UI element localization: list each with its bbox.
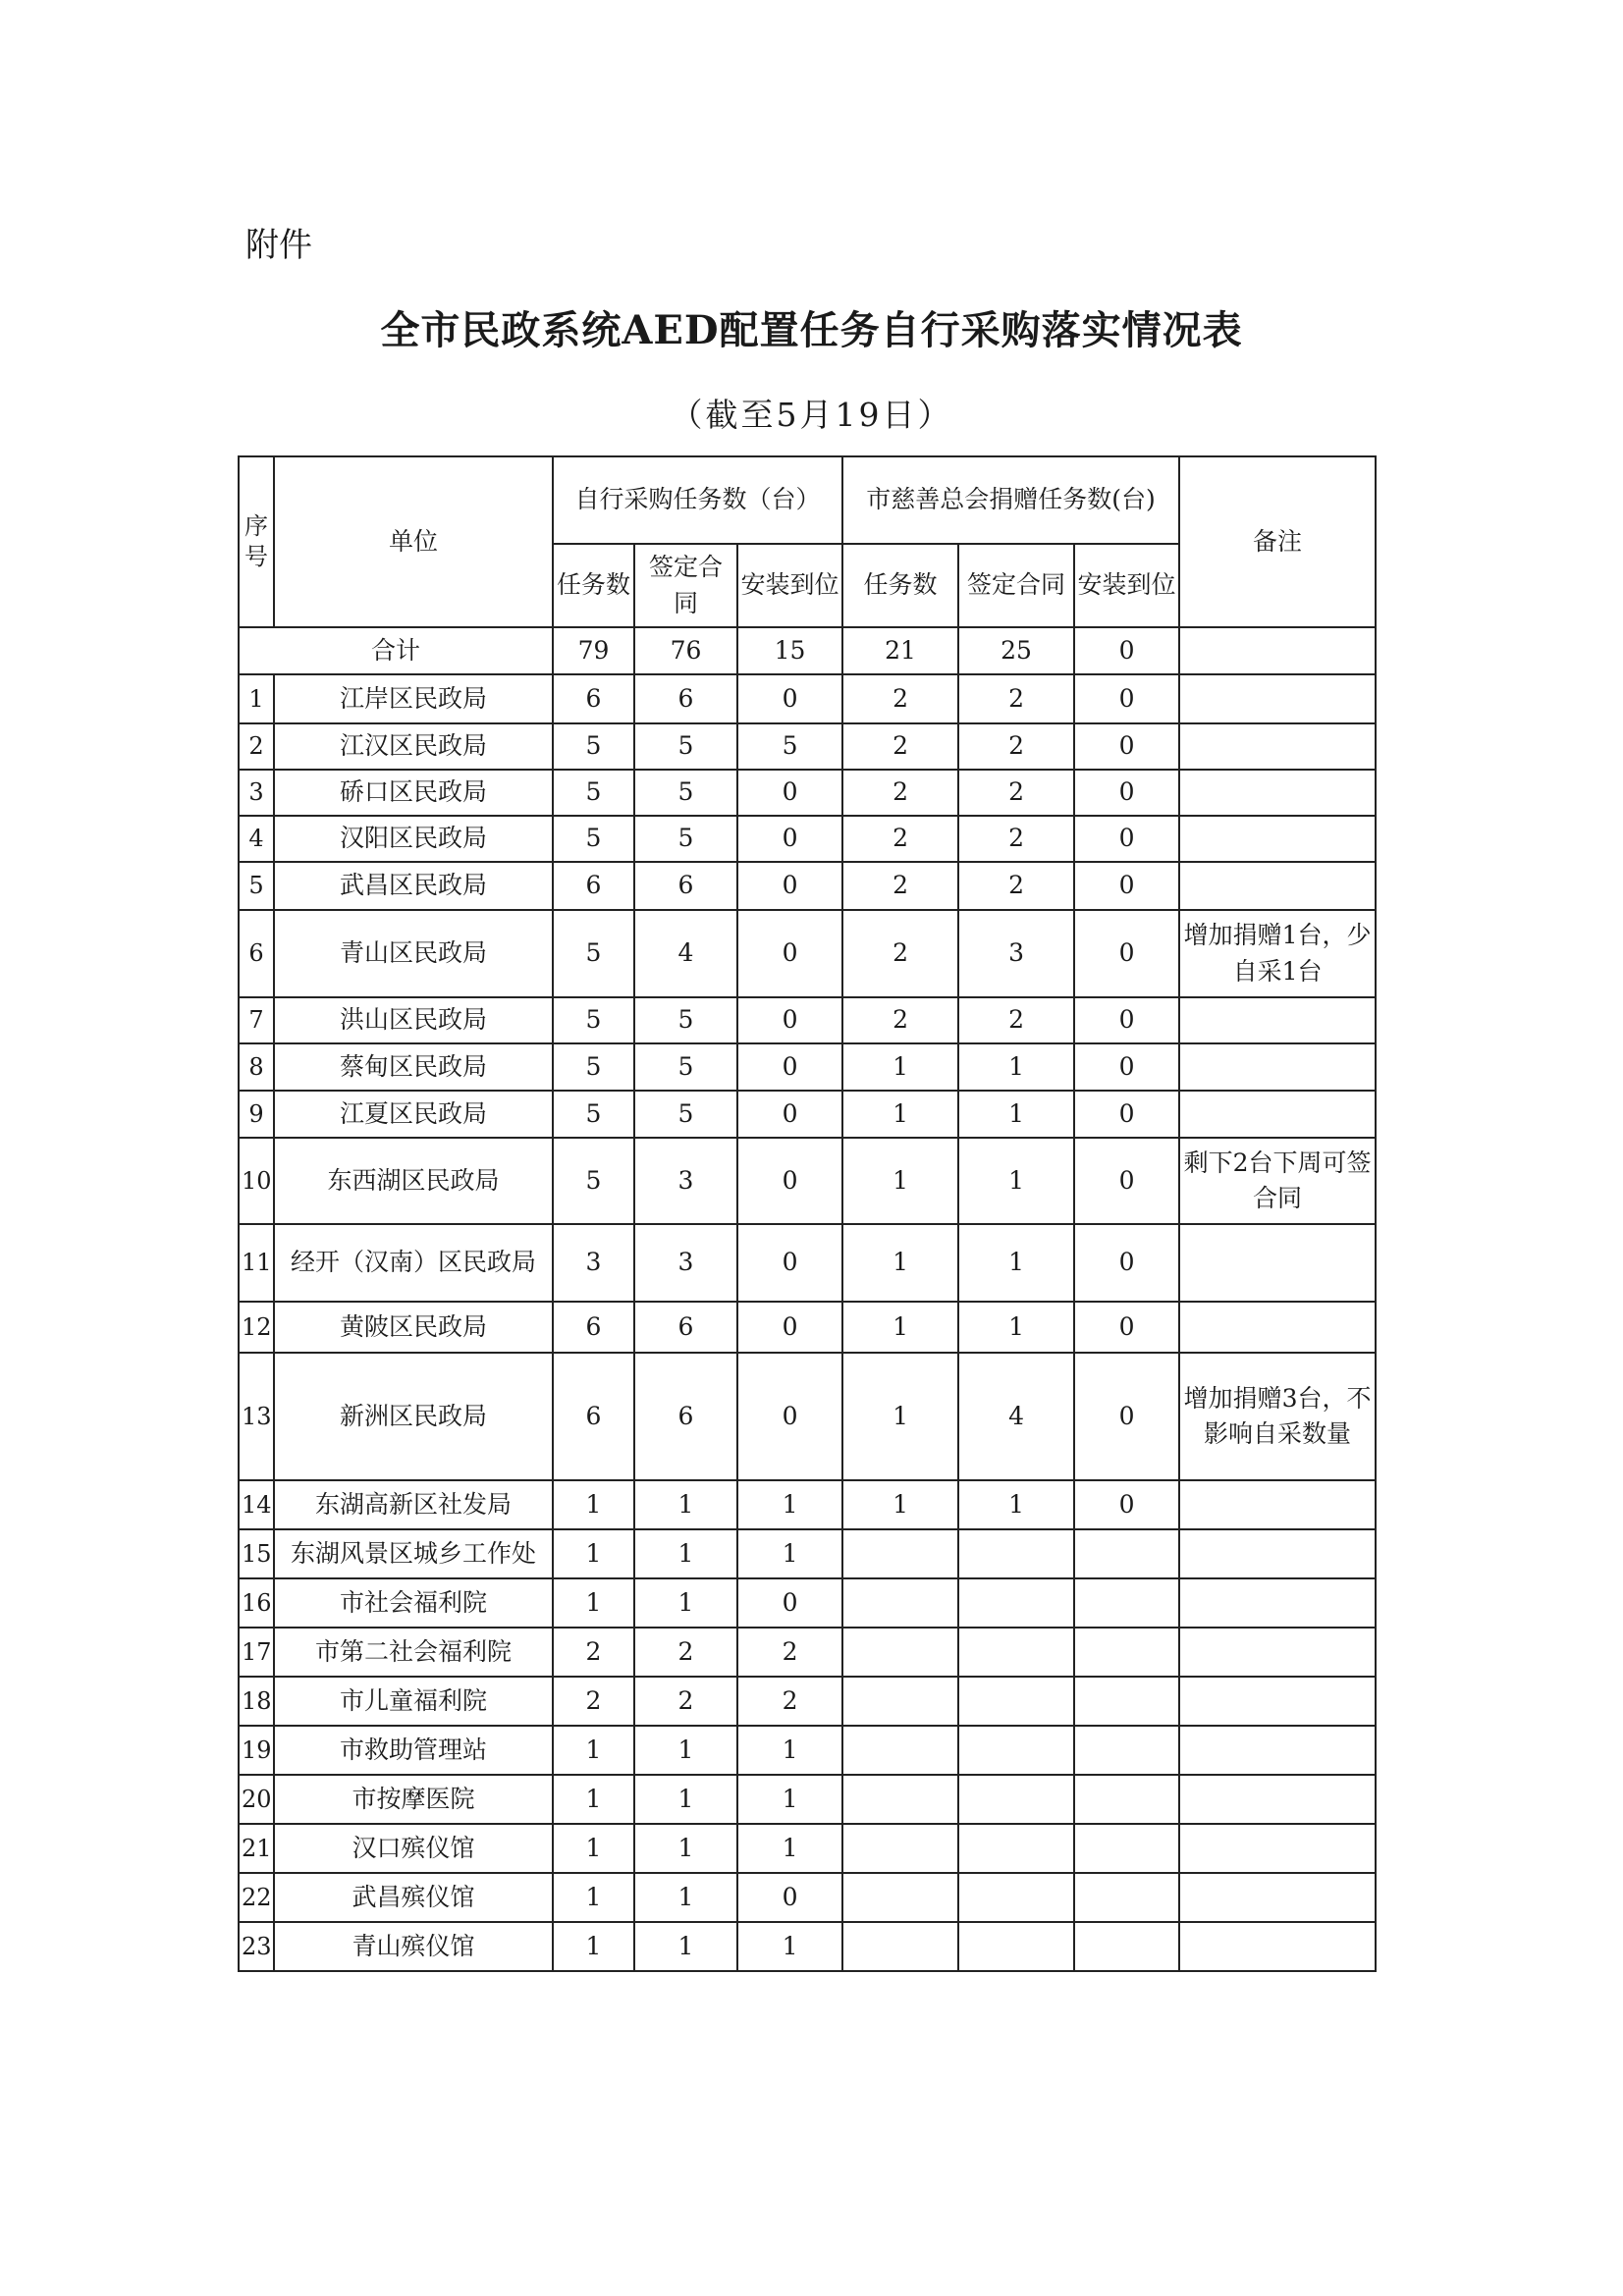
- cell-self-task: 2: [553, 1628, 634, 1677]
- cell-unit: 东湖风景区城乡工作处: [274, 1529, 553, 1578]
- cell-idx: 3: [239, 770, 274, 816]
- cell-unit: 江汉区民政局: [274, 723, 553, 770]
- cell-charity-installed: 0: [1074, 1091, 1179, 1138]
- cell-note: [1179, 862, 1376, 910]
- cell-charity-task: 1: [842, 1138, 958, 1224]
- cell-charity-signed: 1: [958, 1138, 1074, 1224]
- cell-self-installed: 0: [737, 997, 842, 1043]
- cell-charity-signed: [958, 1726, 1074, 1775]
- total-label: 合计: [239, 627, 553, 674]
- attachment-label: 附件: [245, 226, 312, 265]
- header-seq: 序号: [239, 456, 274, 627]
- cell-charity-task: [842, 1824, 958, 1873]
- total-charity-installed: 0: [1074, 627, 1179, 674]
- cell-self-task: 3: [553, 1224, 634, 1302]
- cell-unit: 青山殡仪馆: [274, 1922, 553, 1971]
- cell-self-task: 6: [553, 862, 634, 910]
- cell-charity-task: 1: [842, 1043, 958, 1091]
- cell-note: 剩下2台下周可签合同: [1179, 1138, 1376, 1224]
- cell-idx: 14: [239, 1480, 274, 1529]
- cell-unit: 市社会福利院: [274, 1578, 553, 1628]
- cell-self-signed: 1: [634, 1873, 737, 1922]
- table-row: [239, 1529, 1376, 1578]
- cell-self-installed: 0: [737, 910, 842, 997]
- cell-charity-installed: [1074, 1529, 1179, 1578]
- cell-note: [1179, 1922, 1376, 1971]
- cell-self-signed: 1: [634, 1578, 737, 1628]
- table-row: [239, 1873, 1376, 1922]
- cell-charity-signed: 1: [958, 1480, 1074, 1529]
- cell-charity-installed: 0: [1074, 997, 1179, 1043]
- document-subtitle: （截至5月19日）: [670, 396, 953, 434]
- cell-charity-task: 2: [842, 674, 958, 723]
- cell-self-signed: 1: [634, 1480, 737, 1529]
- header-charity-task: 任务数: [842, 544, 958, 627]
- cell-self-installed: 0: [737, 1353, 842, 1480]
- cell-note: [1179, 1529, 1376, 1578]
- cell-charity-signed: [958, 1873, 1074, 1922]
- cell-charity-signed: 1: [958, 1302, 1074, 1353]
- cell-charity-installed: 0: [1074, 1043, 1179, 1091]
- cell-self-task: 5: [553, 1091, 634, 1138]
- cell-charity-signed: [958, 1775, 1074, 1824]
- cell-self-installed: 2: [737, 1628, 842, 1677]
- total-charity-task: 21: [842, 627, 958, 674]
- cell-note: [1179, 723, 1376, 770]
- cell-charity-signed: 4: [958, 1353, 1074, 1480]
- table-row: [239, 997, 1376, 1043]
- cell-unit: 市第二社会福利院: [274, 1628, 553, 1677]
- cell-self-task: 1: [553, 1480, 634, 1529]
- cell-self-task: 1: [553, 1578, 634, 1628]
- cell-unit: 汉口殡仪馆: [274, 1824, 553, 1873]
- header-self-installed: 安装到位: [737, 544, 842, 627]
- cell-idx: 4: [239, 816, 274, 862]
- cell-self-installed: 1: [737, 1480, 842, 1529]
- cell-note: [1179, 674, 1376, 723]
- cell-charity-installed: [1074, 1628, 1179, 1677]
- cell-self-signed: 5: [634, 770, 737, 816]
- cell-charity-task: 1: [842, 1302, 958, 1353]
- cell-unit: 江夏区民政局: [274, 1091, 553, 1138]
- cell-charity-installed: 0: [1074, 1302, 1179, 1353]
- cell-charity-task: [842, 1578, 958, 1628]
- cell-unit: 蔡甸区民政局: [274, 1043, 553, 1091]
- cell-charity-installed: [1074, 1824, 1179, 1873]
- cell-charity-installed: [1074, 1775, 1179, 1824]
- cell-charity-signed: 1: [958, 1043, 1074, 1091]
- cell-charity-signed: 2: [958, 997, 1074, 1043]
- cell-idx: 10: [239, 1138, 274, 1224]
- cell-self-task: 1: [553, 1529, 634, 1578]
- total-note: [1179, 627, 1376, 674]
- table-row: [239, 770, 1376, 816]
- cell-note: [1179, 1873, 1376, 1922]
- cell-self-signed: 2: [634, 1677, 737, 1726]
- cell-charity-task: [842, 1873, 958, 1922]
- table-row: [239, 1726, 1376, 1775]
- cell-charity-task: 2: [842, 816, 958, 862]
- cell-unit: 经开（汉南）区民政局: [274, 1224, 553, 1302]
- header-charity-signed: 签定合同: [958, 544, 1074, 627]
- cell-charity-signed: 2: [958, 723, 1074, 770]
- cell-charity-task: 1: [842, 1091, 958, 1138]
- table-row: [239, 1628, 1376, 1677]
- header-row-1: [239, 456, 1376, 544]
- cell-charity-signed: [958, 1824, 1074, 1873]
- cell-charity-signed: [958, 1578, 1074, 1628]
- table-row: [239, 1224, 1376, 1302]
- table-row: [239, 1922, 1376, 1971]
- cell-idx: 12: [239, 1302, 274, 1353]
- table-row: [239, 816, 1376, 862]
- cell-unit: 新洲区民政局: [274, 1353, 553, 1480]
- header-note: 备注: [1179, 456, 1376, 627]
- cell-self-task: 1: [553, 1922, 634, 1971]
- cell-unit: 市救助管理站: [274, 1726, 553, 1775]
- cell-charity-task: 1: [842, 1224, 958, 1302]
- cell-idx: 8: [239, 1043, 274, 1091]
- cell-charity-installed: 0: [1074, 723, 1179, 770]
- cell-unit: 东西湖区民政局: [274, 1138, 553, 1224]
- cell-self-task: 5: [553, 1138, 634, 1224]
- table-row: [239, 1578, 1376, 1628]
- total-charity-signed: 25: [958, 627, 1074, 674]
- cell-self-installed: 0: [737, 816, 842, 862]
- cell-self-installed: 0: [737, 674, 842, 723]
- cell-self-task: 5: [553, 910, 634, 997]
- cell-self-signed: 1: [634, 1726, 737, 1775]
- cell-self-installed: 0: [737, 1043, 842, 1091]
- cell-self-installed: 0: [737, 1578, 842, 1628]
- cell-unit: 硚口区民政局: [274, 770, 553, 816]
- cell-note: [1179, 1726, 1376, 1775]
- cell-self-task: 1: [553, 1726, 634, 1775]
- document-title: 全市民政系统AED配置任务自行采购落实情况表: [380, 307, 1243, 353]
- cell-self-signed: 5: [634, 1043, 737, 1091]
- cell-self-task: 1: [553, 1824, 634, 1873]
- cell-self-signed: 5: [634, 997, 737, 1043]
- cell-self-installed: 0: [737, 770, 842, 816]
- cell-idx: 19: [239, 1726, 274, 1775]
- cell-note: [1179, 1043, 1376, 1091]
- cell-note: [1179, 816, 1376, 862]
- cell-idx: 22: [239, 1873, 274, 1922]
- cell-self-signed: 1: [634, 1775, 737, 1824]
- cell-charity-task: 1: [842, 1353, 958, 1480]
- cell-self-installed: 0: [737, 1091, 842, 1138]
- cell-note: [1179, 1091, 1376, 1138]
- table-row: [239, 1043, 1376, 1091]
- table-row: [239, 1677, 1376, 1726]
- cell-self-installed: 0: [737, 1302, 842, 1353]
- cell-idx: 9: [239, 1091, 274, 1138]
- cell-charity-signed: 2: [958, 674, 1074, 723]
- cell-self-signed: 2: [634, 1628, 737, 1677]
- cell-self-installed: 1: [737, 1824, 842, 1873]
- cell-idx: 16: [239, 1578, 274, 1628]
- cell-self-signed: 1: [634, 1824, 737, 1873]
- cell-self-signed: 3: [634, 1224, 737, 1302]
- cell-unit: 洪山区民政局: [274, 997, 553, 1043]
- cell-self-installed: 0: [737, 1138, 842, 1224]
- cell-self-signed: 5: [634, 816, 737, 862]
- cell-note: [1179, 1677, 1376, 1726]
- header-charity-group: 市慈善总会捐赠任务数(台): [842, 456, 1179, 544]
- cell-self-signed: 6: [634, 1302, 737, 1353]
- cell-unit: 东湖高新区社发局: [274, 1480, 553, 1529]
- cell-idx: 20: [239, 1775, 274, 1824]
- cell-self-task: 6: [553, 1302, 634, 1353]
- cell-charity-task: [842, 1922, 958, 1971]
- header-unit: 单位: [274, 456, 553, 627]
- table-row: [239, 1480, 1376, 1529]
- cell-note: [1179, 1302, 1376, 1353]
- cell-charity-installed: 0: [1074, 770, 1179, 816]
- cell-idx: 11: [239, 1224, 274, 1302]
- cell-idx: 7: [239, 997, 274, 1043]
- cell-self-installed: 1: [737, 1775, 842, 1824]
- cell-charity-installed: 0: [1074, 1224, 1179, 1302]
- cell-charity-task: 2: [842, 862, 958, 910]
- cell-self-signed: 6: [634, 1353, 737, 1480]
- cell-self-installed: 0: [737, 1224, 842, 1302]
- cell-note: [1179, 1824, 1376, 1873]
- aed-table: [238, 455, 1377, 1972]
- cell-self-installed: 5: [737, 723, 842, 770]
- cell-self-signed: 5: [634, 1091, 737, 1138]
- cell-charity-task: [842, 1726, 958, 1775]
- cell-self-task: 2: [553, 1677, 634, 1726]
- cell-charity-task: [842, 1628, 958, 1677]
- table-row: [239, 723, 1376, 770]
- cell-charity-signed: [958, 1628, 1074, 1677]
- cell-charity-signed: [958, 1922, 1074, 1971]
- cell-charity-signed: [958, 1529, 1074, 1578]
- cell-note: [1179, 1224, 1376, 1302]
- table-row: [239, 674, 1376, 723]
- cell-charity-task: 2: [842, 723, 958, 770]
- header-self-task: 任务数: [553, 544, 634, 627]
- cell-charity-task: 2: [842, 770, 958, 816]
- cell-charity-installed: 0: [1074, 1138, 1179, 1224]
- cell-unit: 汉阳区民政局: [274, 816, 553, 862]
- cell-charity-task: 2: [842, 910, 958, 997]
- cell-note: [1179, 997, 1376, 1043]
- cell-charity-installed: 0: [1074, 862, 1179, 910]
- cell-self-task: 5: [553, 997, 634, 1043]
- cell-note: [1179, 770, 1376, 816]
- cell-charity-task: [842, 1677, 958, 1726]
- cell-charity-signed: [958, 1677, 1074, 1726]
- cell-charity-installed: 0: [1074, 1353, 1179, 1480]
- cell-self-task: 1: [553, 1775, 634, 1824]
- cell-self-task: 5: [553, 1043, 634, 1091]
- cell-charity-signed: 1: [958, 1224, 1074, 1302]
- cell-unit: 武昌殡仪馆: [274, 1873, 553, 1922]
- cell-note: 增加捐赠1台，少自采1台: [1179, 910, 1376, 997]
- cell-self-task: 5: [553, 723, 634, 770]
- cell-self-installed: 1: [737, 1922, 842, 1971]
- cell-idx: 21: [239, 1824, 274, 1873]
- cell-idx: 17: [239, 1628, 274, 1677]
- table-row: [239, 1138, 1376, 1224]
- cell-self-task: 6: [553, 1353, 634, 1480]
- cell-self-installed: 1: [737, 1726, 842, 1775]
- cell-idx: 6: [239, 910, 274, 997]
- cell-idx: 5: [239, 862, 274, 910]
- cell-charity-signed: 2: [958, 770, 1074, 816]
- cell-charity-installed: 0: [1074, 674, 1179, 723]
- cell-self-installed: 2: [737, 1677, 842, 1726]
- cell-charity-installed: 0: [1074, 816, 1179, 862]
- cell-idx: 23: [239, 1922, 274, 1971]
- cell-unit: 市按摩医院: [274, 1775, 553, 1824]
- cell-charity-signed: 3: [958, 910, 1074, 997]
- cell-idx: 15: [239, 1529, 274, 1578]
- cell-note: 增加捐赠3台，不影响自采数量: [1179, 1353, 1376, 1480]
- total-self-signed: 76: [634, 627, 737, 674]
- cell-note: [1179, 1628, 1376, 1677]
- table-row: [239, 862, 1376, 910]
- table-body: [239, 456, 1376, 1971]
- cell-idx: 18: [239, 1677, 274, 1726]
- cell-self-signed: 3: [634, 1138, 737, 1224]
- table-row: [239, 910, 1376, 997]
- cell-charity-task: [842, 1775, 958, 1824]
- cell-charity-signed: 2: [958, 862, 1074, 910]
- cell-self-task: 6: [553, 674, 634, 723]
- total-row: [239, 627, 1376, 674]
- table-row: [239, 1824, 1376, 1873]
- cell-charity-installed: [1074, 1578, 1179, 1628]
- cell-unit: 青山区民政局: [274, 910, 553, 997]
- cell-self-task: 5: [553, 770, 634, 816]
- header-self-group: 自行采购任务数（台）: [553, 456, 842, 544]
- cell-self-installed: 0: [737, 862, 842, 910]
- table-row: [239, 1775, 1376, 1824]
- header-charity-installed: 安装到位: [1074, 544, 1179, 627]
- table-row: [239, 1091, 1376, 1138]
- cell-charity-installed: [1074, 1873, 1179, 1922]
- cell-charity-installed: 0: [1074, 910, 1179, 997]
- cell-self-installed: 0: [737, 1873, 842, 1922]
- cell-note: [1179, 1578, 1376, 1628]
- cell-idx: 2: [239, 723, 274, 770]
- cell-self-signed: 1: [634, 1529, 737, 1578]
- cell-self-signed: 6: [634, 674, 737, 723]
- total-self-installed: 15: [737, 627, 842, 674]
- cell-self-signed: 4: [634, 910, 737, 997]
- cell-note: [1179, 1480, 1376, 1529]
- cell-charity-task: 2: [842, 997, 958, 1043]
- cell-self-installed: 1: [737, 1529, 842, 1578]
- cell-self-task: 5: [553, 816, 634, 862]
- cell-unit: 黄陂区民政局: [274, 1302, 553, 1353]
- cell-charity-installed: [1074, 1677, 1179, 1726]
- cell-unit: 江岸区民政局: [274, 674, 553, 723]
- cell-charity-signed: 2: [958, 816, 1074, 862]
- header-self-signed: 签定合同: [634, 544, 737, 627]
- cell-idx: 1: [239, 674, 274, 723]
- cell-charity-task: 1: [842, 1480, 958, 1529]
- cell-self-signed: 6: [634, 862, 737, 910]
- cell-charity-task: [842, 1529, 958, 1578]
- cell-charity-installed: [1074, 1726, 1179, 1775]
- cell-self-signed: 5: [634, 723, 737, 770]
- table-row: [239, 1353, 1376, 1480]
- cell-self-signed: 1: [634, 1922, 737, 1971]
- table-row: [239, 1302, 1376, 1353]
- cell-note: [1179, 1775, 1376, 1824]
- cell-unit: 武昌区民政局: [274, 862, 553, 910]
- cell-unit: 市儿童福利院: [274, 1677, 553, 1726]
- cell-charity-signed: 1: [958, 1091, 1074, 1138]
- cell-idx: 13: [239, 1353, 274, 1480]
- cell-charity-installed: 0: [1074, 1480, 1179, 1529]
- total-self-task: 79: [553, 627, 634, 674]
- cell-charity-installed: [1074, 1922, 1179, 1971]
- cell-self-task: 1: [553, 1873, 634, 1922]
